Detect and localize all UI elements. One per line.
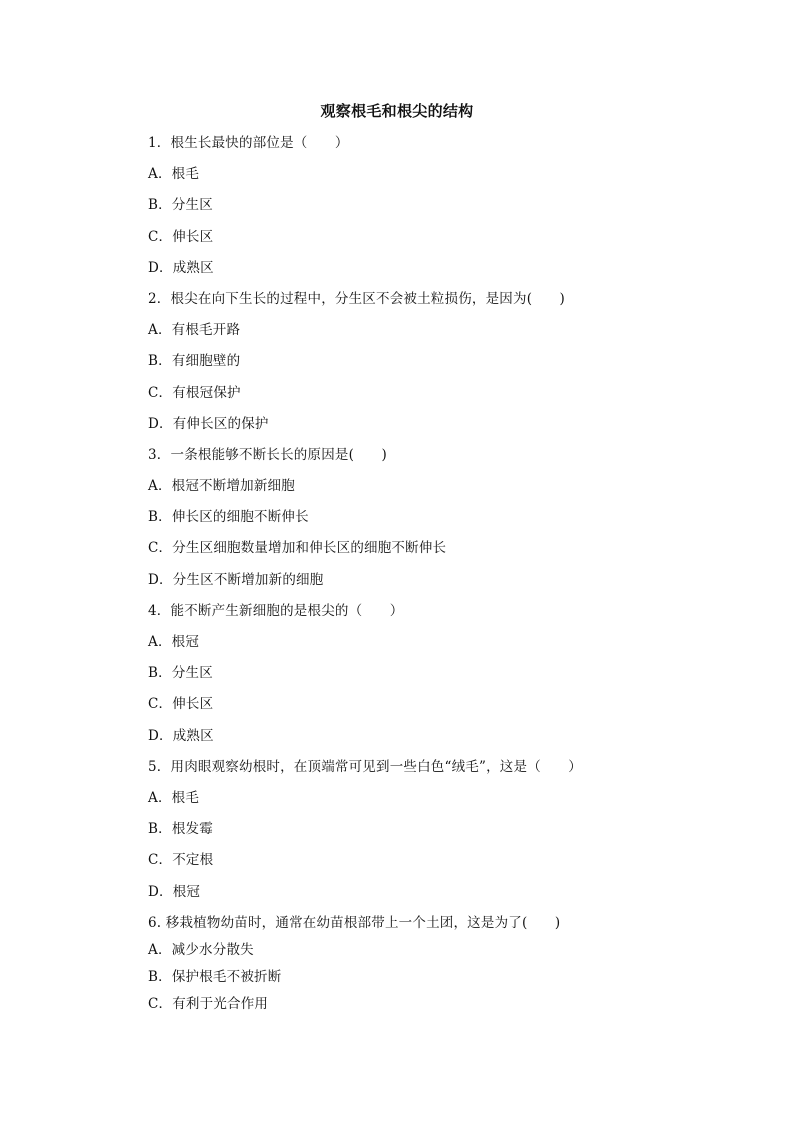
question-5 [148, 756, 708, 912]
option-d: D．成熟区 [148, 727, 214, 744]
option-b: B．伸长区的细胞不断伸长 [148, 509, 309, 526]
option-d: D．根冠 [148, 883, 201, 900]
option-d: D．成熟区 [148, 259, 214, 276]
question-list [148, 132, 708, 1020]
option-a: A．根冠 [148, 634, 200, 650]
question-2 [148, 288, 708, 444]
question-3 [148, 444, 708, 600]
option-a: A．根毛 [148, 166, 200, 183]
question-1 [148, 132, 708, 288]
option-c: C．有利于光合作用 [148, 995, 269, 1012]
option-b: B．分生区 [148, 197, 213, 214]
option-a: A．根毛 [148, 789, 200, 806]
option-d: D．有伸长区的保护 [148, 415, 269, 432]
option-c: C．有根冠保护 [148, 384, 241, 401]
option-a: A．有根毛开路 [148, 322, 241, 339]
option-c: C．伸长区 [148, 696, 214, 713]
option-b: B．保护根毛不被折断 [148, 968, 282, 985]
option-b: B．有细胞壁的 [148, 353, 241, 370]
question-stem: 2．根尖在向下生长的过程中，分生区不会被土粒损伤，是因为( ) [148, 290, 566, 307]
question-stem: 1．根生长最快的部位是（ ） [148, 135, 349, 151]
page-title: 观察根毛和根尖的结构 [320, 102, 474, 120]
option-d: D．分生区不断增加新的细胞 [148, 571, 324, 588]
question-6 [148, 912, 708, 1020]
option-b: B．根发霉 [148, 821, 213, 838]
option-a: A．减少水分散失 [148, 941, 254, 958]
question-stem: 3．一条根能够不断长长的原因是( ) [148, 446, 387, 463]
option-c: C．分生区细胞数量增加和伸长区的细胞不断伸长 [148, 540, 447, 557]
question-stem: 6. 移栽植物幼苗时，通常在幼苗根部带上一个土团，这是为了( ) [148, 914, 561, 931]
option-b: B．分生区 [148, 665, 213, 682]
question-stem: 4．能不断产生新细胞的是根尖的（ ） [148, 602, 404, 619]
option-c: C．伸长区 [148, 228, 214, 245]
option-a: A．根冠不断增加新细胞 [148, 478, 295, 495]
question-4 [148, 600, 708, 756]
option-c: C．不定根 [148, 852, 214, 869]
question-stem: 5．用肉眼观察幼根时，在顶端常可见到一些白色“绒毛”，这是（ ） [148, 758, 582, 775]
